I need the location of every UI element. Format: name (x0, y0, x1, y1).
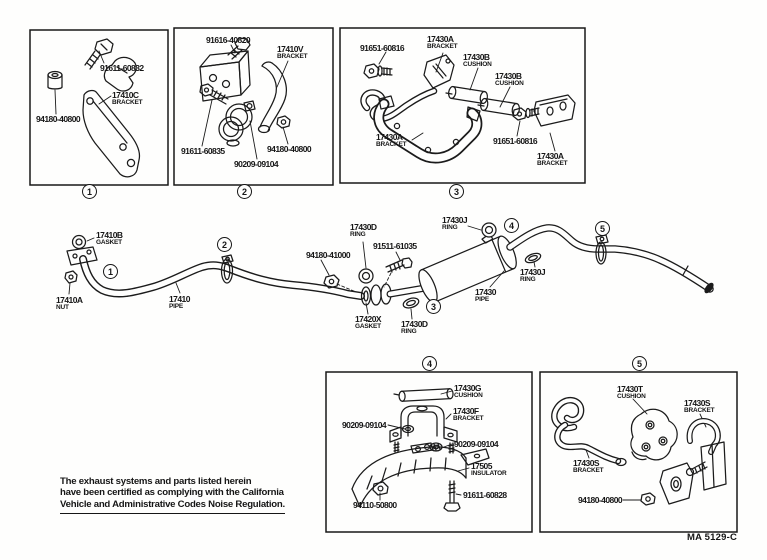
callout-3-assembly: 3 (426, 299, 441, 314)
callout-2-inset: 2 (237, 184, 252, 199)
part-label-90209-09104-inset2: 90209-09104 (234, 159, 279, 169)
part-label-17505: 17505 INSULATOR (471, 461, 507, 477)
part-label-17430t: 17430T CUSHION (617, 384, 646, 400)
part-label-17430s-left: 17430S BRACKET (573, 458, 604, 474)
part-label-91611-60835: 91611-60835 (181, 146, 225, 156)
part-label-91651-60816-top: 91651-60816 (360, 43, 405, 53)
part-label-17410: 17410 PIPE (169, 294, 190, 310)
part-label-94110-50800: 94110-50800 (353, 500, 397, 510)
part-label-91651-60816-bottom: 91651-60816 (493, 136, 538, 146)
part-label-94180-40800-inset5: 94180-40800 (578, 495, 623, 505)
part-label-17430d-lower: 17430D RING (401, 319, 428, 335)
notice-line-1: The exhaust systems and parts listed herein (60, 476, 252, 487)
notice-line-2: have been certified as complying with the California (60, 487, 284, 499)
callout-3-inset: 3 (449, 184, 464, 199)
part-label-91611-60832: 91611-60832 (100, 63, 144, 73)
part-label-17430f: 17430F BRACKET (453, 406, 484, 422)
callout-1-inset: 1 (82, 184, 97, 199)
part-label-94180-41000: 94180-41000 (306, 250, 351, 260)
part-label-90209-09104-right: 90209-09104 (454, 439, 499, 449)
part-label-17430a-top: 17430A BRACKET (427, 34, 458, 50)
part-label-91611-60828: 91611-60828 (463, 490, 507, 500)
callout-2-assembly: 2 (217, 237, 232, 252)
part-label-17430a-right: 17430A BRACKET (537, 151, 568, 167)
callout-4-inset: 4 (422, 356, 437, 371)
part-label-91616-40820: 91616-40820 (206, 35, 251, 45)
part-label-17410c: 17410C BRACKET (112, 90, 143, 106)
part-label-17430s-right: 17430S BRACKET (684, 398, 715, 414)
part-label-94180-40800-inset2: 94180-40800 (267, 144, 312, 154)
california-notice (60, 476, 285, 514)
part-label-94180-40800-inset1: 94180-40800 (36, 114, 81, 124)
part-label-91511-61035: 91511-61035 (373, 241, 417, 251)
part-label-17430b-2: 17430B CUSHION (495, 71, 524, 87)
callout-5-assembly: 5 (595, 221, 610, 236)
inset-1-art (48, 39, 143, 177)
callout-1-assembly: 1 (103, 264, 118, 279)
part-label-17430a-left: 17430A BRACKET (376, 132, 407, 148)
page-code: MA 5129-C (687, 532, 738, 543)
notice-line-3: Vehicle and Administrative Codes Noise Regulation. (60, 498, 285, 510)
part-label-17430b-1: 17430B CUSHION (463, 52, 492, 68)
main-assembly-art (65, 223, 714, 310)
inset-5-art (554, 400, 726, 505)
part-label-17430g: 17430G CUSHION (454, 383, 483, 399)
callout-4-assembly: 4 (504, 218, 519, 233)
muffler (413, 228, 520, 305)
part-label-90209-09104-left: 90209-09104 (342, 420, 387, 430)
callout-5-inset: 5 (632, 356, 647, 371)
part-label-17420x: 17420X GASKET (355, 314, 382, 330)
part-label-17430: 17430 PIPE (475, 287, 496, 303)
part-label-17430j-lower: 17430J RING (520, 267, 546, 283)
part-label-17430j-upper: 17430J RING (442, 215, 468, 231)
part-label-17410b: 17410B GASKET (96, 230, 123, 246)
part-label-17410v: 17410V BRACKET (277, 44, 308, 60)
part-label-17410a: 17410A NUT (56, 295, 83, 311)
part-label-17430d-upper: 17430D RING (350, 222, 377, 238)
